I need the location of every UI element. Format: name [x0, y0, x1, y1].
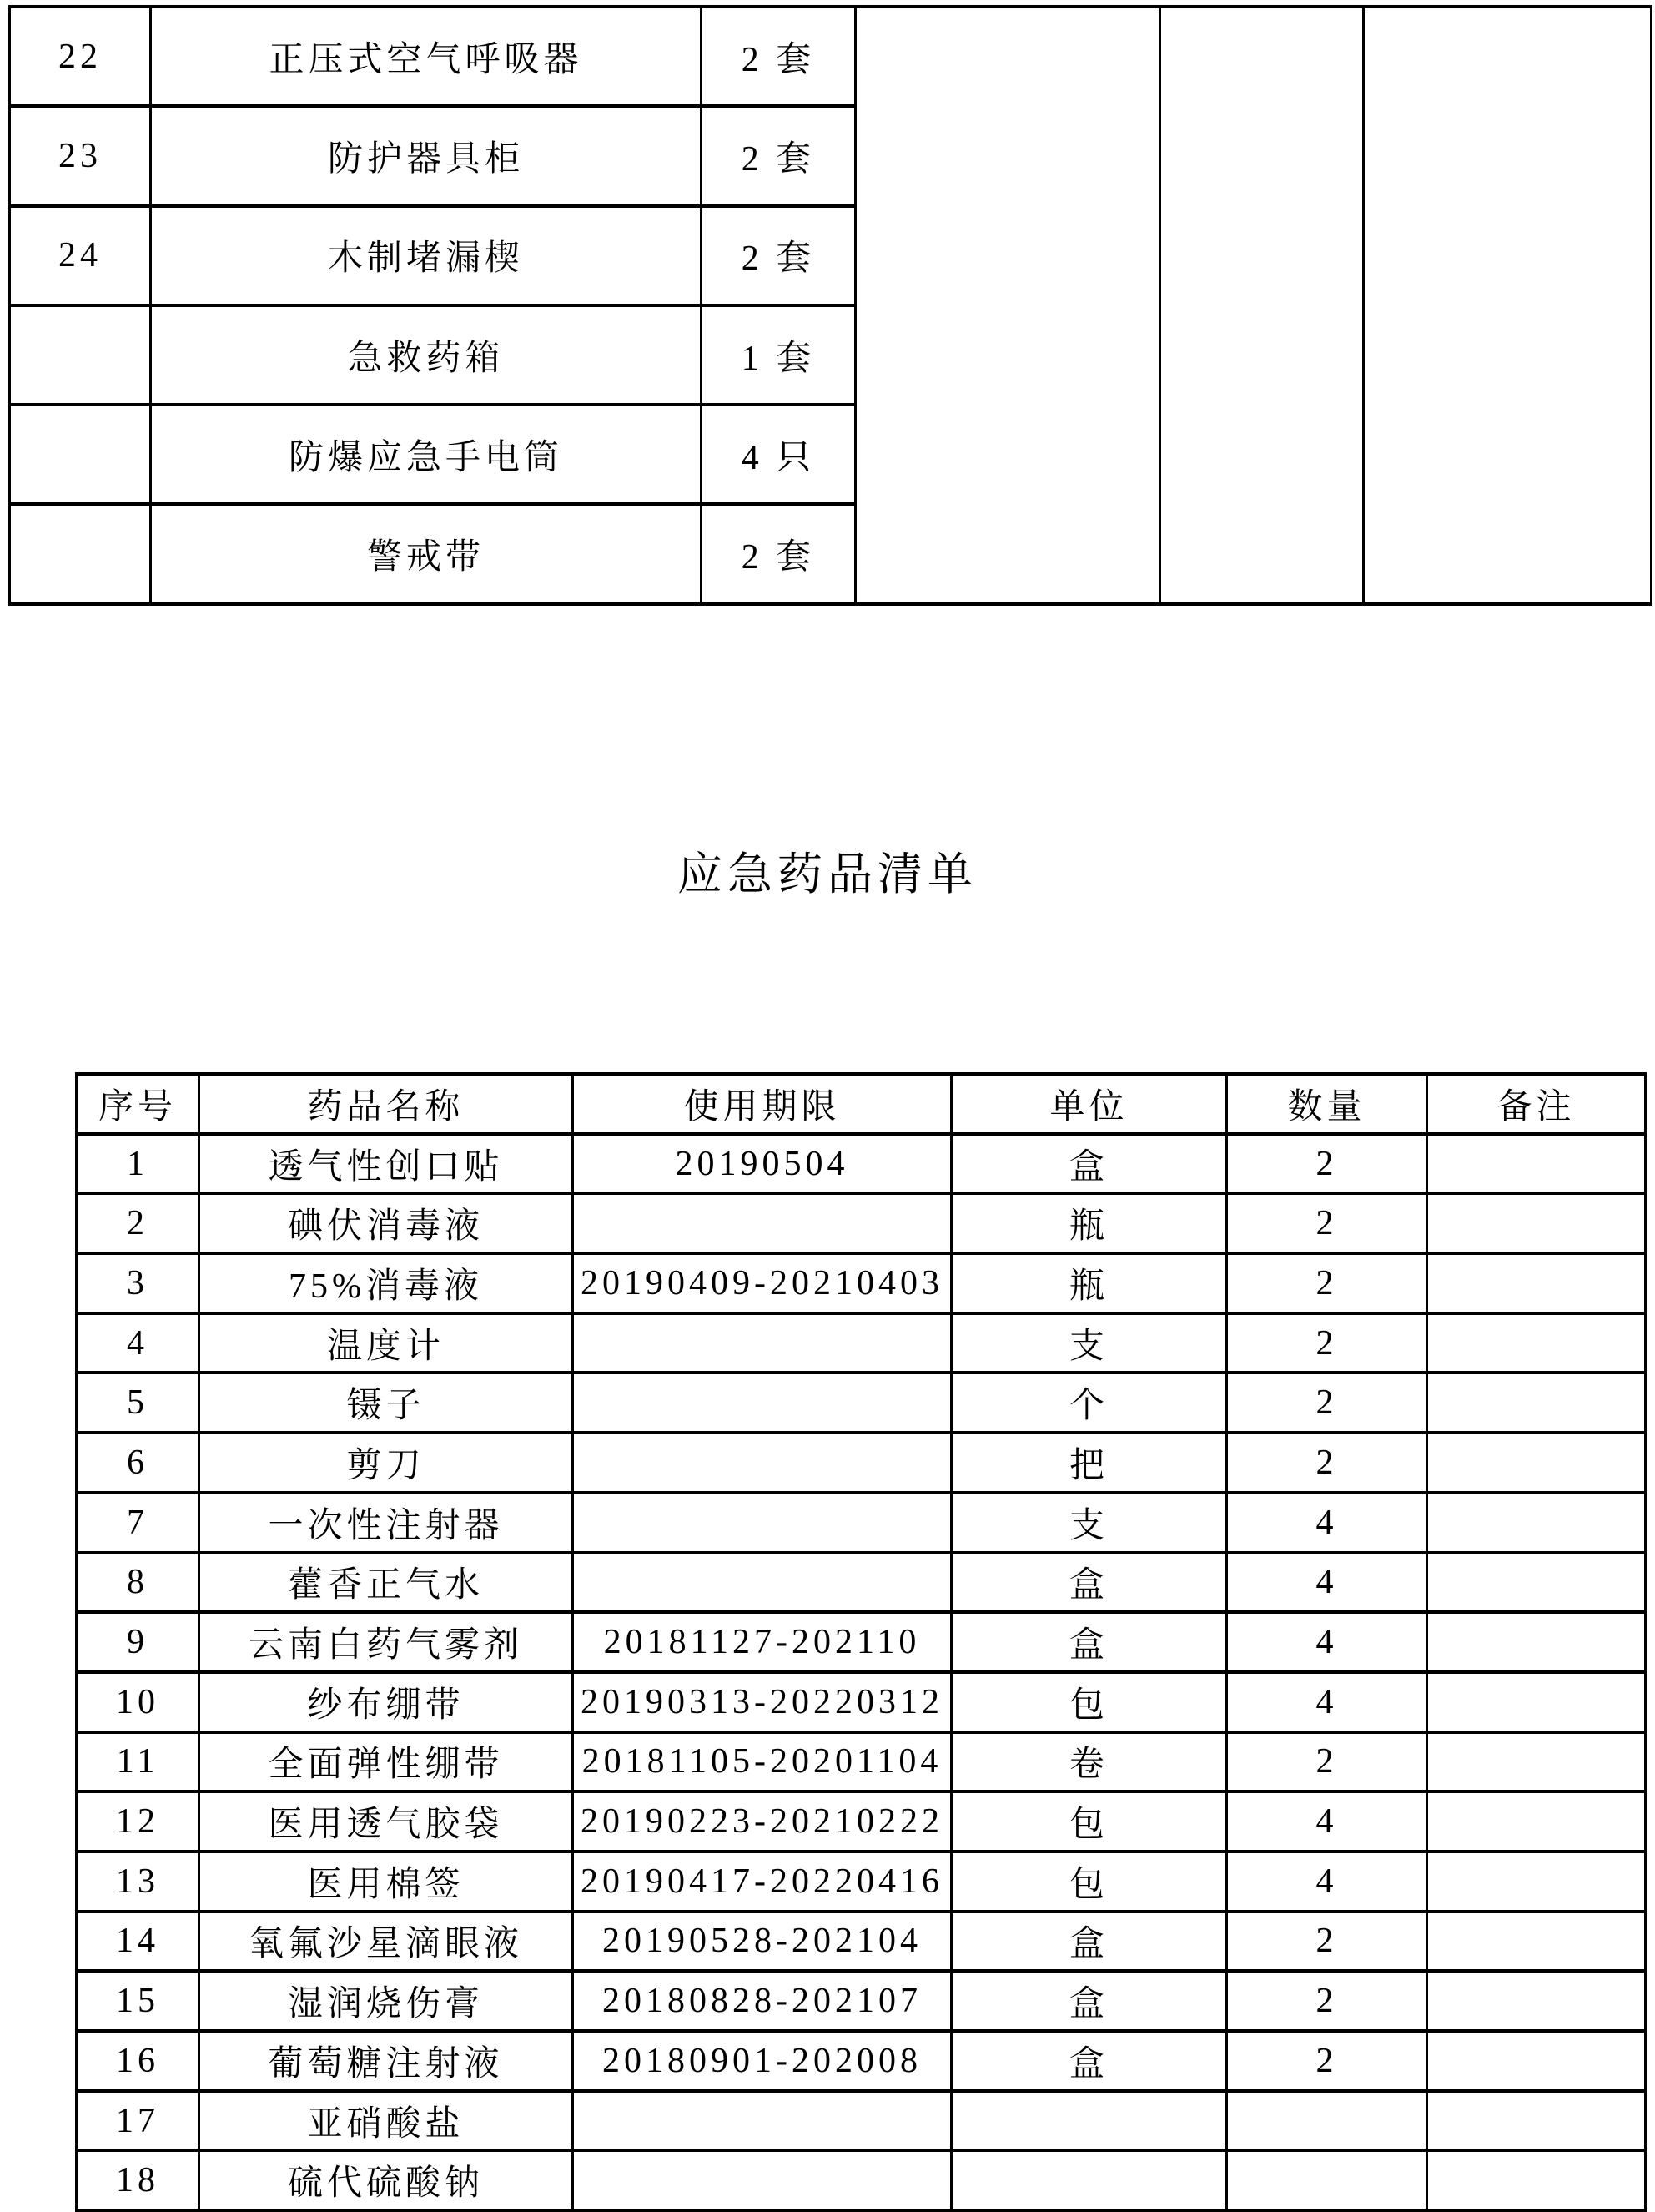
- cell-serial: 11: [77, 1732, 199, 1792]
- cell-remark: [1427, 2031, 1646, 2091]
- cell-unit: 包: [952, 1852, 1227, 1912]
- table-row: [77, 1612, 1646, 1672]
- cell-period: 20181105-20201104: [573, 1732, 952, 1792]
- cell-remark: [1427, 1193, 1646, 1253]
- cell-serial: 23: [10, 106, 151, 205]
- cell-quantity: 4 只: [702, 405, 856, 504]
- cell-quantity: 2: [1227, 1253, 1427, 1313]
- cell-period: 20190313-20220312: [573, 1672, 952, 1732]
- cell-remark: [1427, 1912, 1646, 1972]
- cell-quantity: 2: [1227, 2031, 1427, 2091]
- cell-item-name: 防护器具柜: [151, 106, 702, 205]
- cell-remark: [1427, 1493, 1646, 1553]
- cell-unit: 支: [952, 1313, 1227, 1373]
- cell-serial: 3: [77, 1253, 199, 1313]
- cell-remark: [1427, 1672, 1646, 1732]
- cell-period: [573, 1373, 952, 1433]
- cell-period: 20180901-202008: [573, 2031, 952, 2091]
- cell-remark: [1427, 1971, 1646, 2031]
- cell-period: [573, 2150, 952, 2210]
- table-row: [77, 1253, 1646, 1313]
- cell-medicine-name: 全面弹性绷带: [199, 1732, 573, 1792]
- table-row: [77, 2150, 1646, 2210]
- cell-period: 20190528-202104: [573, 1912, 952, 1972]
- column-header-remark: 备注: [1427, 1074, 1646, 1134]
- table-row: [77, 1912, 1646, 1972]
- table-row: [77, 1493, 1646, 1553]
- cell-unit: 包: [952, 1672, 1227, 1732]
- table-row: [77, 1134, 1646, 1194]
- cell-quantity: 2: [1227, 1313, 1427, 1373]
- cell-remark: [1427, 1612, 1646, 1672]
- cell-period: 20190417-20220416: [573, 1852, 952, 1912]
- cell-quantity: 2 套: [702, 7, 856, 106]
- cell-period: 20181127-202110: [573, 1612, 952, 1672]
- cell-serial: 13: [77, 1852, 199, 1912]
- cell-quantity: 2: [1227, 1912, 1427, 1972]
- table-row: [77, 2091, 1646, 2151]
- cell-remark: [1427, 1732, 1646, 1792]
- cell-serial: 2: [77, 1193, 199, 1253]
- cell-quantity: 2: [1227, 1433, 1427, 1493]
- cell-medicine-name: 75%消毒液: [199, 1253, 573, 1313]
- cell-medicine-name: 氧氟沙星滴眼液: [199, 1912, 573, 1972]
- cell-medicine-name: 剪刀: [199, 1433, 573, 1493]
- cell-medicine-name: 碘伏消毒液: [199, 1193, 573, 1253]
- cell-serial: 7: [77, 1493, 199, 1553]
- cell-remark: [1427, 1553, 1646, 1613]
- empty-column-cell: [1364, 7, 1652, 604]
- cell-unit: 盒: [952, 1612, 1227, 1672]
- cell-medicine-name: 镊子: [199, 1373, 573, 1433]
- cell-remark: [1427, 1134, 1646, 1194]
- cell-quantity: 1 套: [702, 305, 856, 405]
- cell-quantity: [1227, 2150, 1427, 2210]
- equipment-table: [8, 5, 1652, 606]
- cell-medicine-name: 湿润烧伤膏: [199, 1971, 573, 2031]
- cell-item-name: 防爆应急手电筒: [151, 405, 702, 504]
- cell-serial: 10: [77, 1672, 199, 1732]
- cell-serial: 1: [77, 1134, 199, 1194]
- cell-quantity: 2: [1227, 1373, 1427, 1433]
- header-row: [77, 1074, 1646, 1134]
- column-header-serial: 序号: [77, 1074, 199, 1134]
- cell-unit: 盒: [952, 1553, 1227, 1613]
- cell-medicine-name: 藿香正气水: [199, 1553, 573, 1613]
- table-row: [77, 1313, 1646, 1373]
- column-header-name: 药品名称: [199, 1074, 573, 1134]
- cell-serial: 18: [77, 2150, 199, 2210]
- cell-item-name: 警戒带: [151, 504, 702, 603]
- cell-unit: 盒: [952, 1971, 1227, 2031]
- cell-remark: [1427, 1433, 1646, 1493]
- cell-medicine-name: 亚硝酸盐: [199, 2091, 573, 2151]
- cell-quantity: 4: [1227, 1852, 1427, 1912]
- cell-unit: 卷: [952, 1732, 1227, 1792]
- cell-quantity: 2 套: [702, 206, 856, 305]
- cell-period: [573, 1433, 952, 1493]
- cell-unit: 盒: [952, 2031, 1227, 2091]
- cell-serial: 17: [77, 2091, 199, 2151]
- cell-serial: 8: [77, 1553, 199, 1613]
- cell-serial: 4: [77, 1313, 199, 1373]
- cell-serial: [10, 405, 151, 504]
- cell-remark: [1427, 2150, 1646, 2210]
- cell-serial: 15: [77, 1971, 199, 2031]
- cell-serial: 14: [77, 1912, 199, 1972]
- cell-serial: 6: [77, 1433, 199, 1493]
- cell-remark: [1427, 2091, 1646, 2151]
- cell-item-name: 正压式空气呼吸器: [151, 7, 702, 106]
- cell-medicine-name: 纱布绷带: [199, 1672, 573, 1732]
- table-row: [77, 1672, 1646, 1732]
- table-row: [77, 1553, 1646, 1613]
- cell-remark: [1427, 1852, 1646, 1912]
- table-row: [77, 1193, 1646, 1253]
- cell-quantity: 2: [1227, 1971, 1427, 2031]
- cell-medicine-name: 温度计: [199, 1313, 573, 1373]
- cell-item-name: 木制堵漏楔: [151, 206, 702, 305]
- column-header-quantity: 数量: [1227, 1074, 1427, 1134]
- cell-remark: [1427, 1313, 1646, 1373]
- cell-period: [573, 2091, 952, 2151]
- table-row: [77, 1791, 1646, 1852]
- cell-period: 20190504: [573, 1134, 952, 1194]
- cell-unit: 瓶: [952, 1253, 1227, 1313]
- cell-quantity: 4: [1227, 1493, 1427, 1553]
- page-title: 应急药品清单: [677, 849, 978, 899]
- cell-medicine-name: 葡萄糖注射液: [199, 2031, 573, 2091]
- cell-serial: 12: [77, 1791, 199, 1852]
- cell-medicine-name: 硫代硫酸钠: [199, 2150, 573, 2210]
- cell-period: 20190409-20210403: [573, 1253, 952, 1313]
- cell-remark: [1427, 1791, 1646, 1852]
- cell-quantity: 2: [1227, 1134, 1427, 1194]
- cell-item-name: 急救药箱: [151, 305, 702, 405]
- cell-quantity: 2: [1227, 1193, 1427, 1253]
- cell-unit: 包: [952, 1791, 1227, 1852]
- cell-quantity: [1227, 2091, 1427, 2151]
- cell-quantity: 4: [1227, 1672, 1427, 1732]
- cell-remark: [1427, 1373, 1646, 1433]
- cell-serial: [10, 504, 151, 603]
- cell-quantity: 4: [1227, 1791, 1427, 1852]
- table-row: [77, 1732, 1646, 1792]
- table-row: [10, 7, 1652, 106]
- cell-period: [573, 1553, 952, 1613]
- cell-serial: 24: [10, 206, 151, 305]
- cell-serial: 5: [77, 1373, 199, 1433]
- table-row: [77, 2031, 1646, 2091]
- cell-unit: 盒: [952, 1134, 1227, 1194]
- cell-quantity: 4: [1227, 1612, 1427, 1672]
- medicine-table: [75, 1072, 1647, 2212]
- cell-medicine-name: 云南白药气雾剂: [199, 1612, 573, 1672]
- cell-period: [573, 1193, 952, 1253]
- cell-medicine-name: 透气性创口贴: [199, 1134, 573, 1194]
- table-row: [77, 1971, 1646, 2031]
- cell-unit: 瓶: [952, 1193, 1227, 1253]
- cell-unit: 盒: [952, 1912, 1227, 1972]
- cell-serial: 22: [10, 7, 151, 106]
- cell-period: 20190223-20210222: [573, 1791, 952, 1852]
- empty-column-cell: [1160, 7, 1364, 604]
- cell-medicine-name: 医用透气胶袋: [199, 1791, 573, 1852]
- column-header-period: 使用期限: [573, 1074, 952, 1134]
- cell-unit: 个: [952, 1373, 1227, 1433]
- cell-serial: 9: [77, 1612, 199, 1672]
- cell-unit: [952, 2091, 1227, 2151]
- column-header-unit: 单位: [952, 1074, 1227, 1134]
- cell-medicine-name: 一次性注射器: [199, 1493, 573, 1553]
- cell-quantity: 4: [1227, 1553, 1427, 1613]
- cell-period: [573, 1313, 952, 1373]
- cell-unit: [952, 2150, 1227, 2210]
- cell-quantity: 2 套: [702, 504, 856, 603]
- table-row: [77, 1433, 1646, 1493]
- cell-period: 20180828-202107: [573, 1971, 952, 2031]
- cell-quantity: 2 套: [702, 106, 856, 205]
- cell-period: [573, 1493, 952, 1553]
- cell-serial: [10, 305, 151, 405]
- cell-medicine-name: 医用棉签: [199, 1852, 573, 1912]
- cell-remark: [1427, 1253, 1646, 1313]
- table-row: [77, 1852, 1646, 1912]
- cell-quantity: 2: [1227, 1732, 1427, 1792]
- table-row: [77, 1373, 1646, 1433]
- cell-unit: 把: [952, 1433, 1227, 1493]
- cell-unit: 支: [952, 1493, 1227, 1553]
- cell-serial: 16: [77, 2031, 199, 2091]
- empty-column-cell: [856, 7, 1160, 604]
